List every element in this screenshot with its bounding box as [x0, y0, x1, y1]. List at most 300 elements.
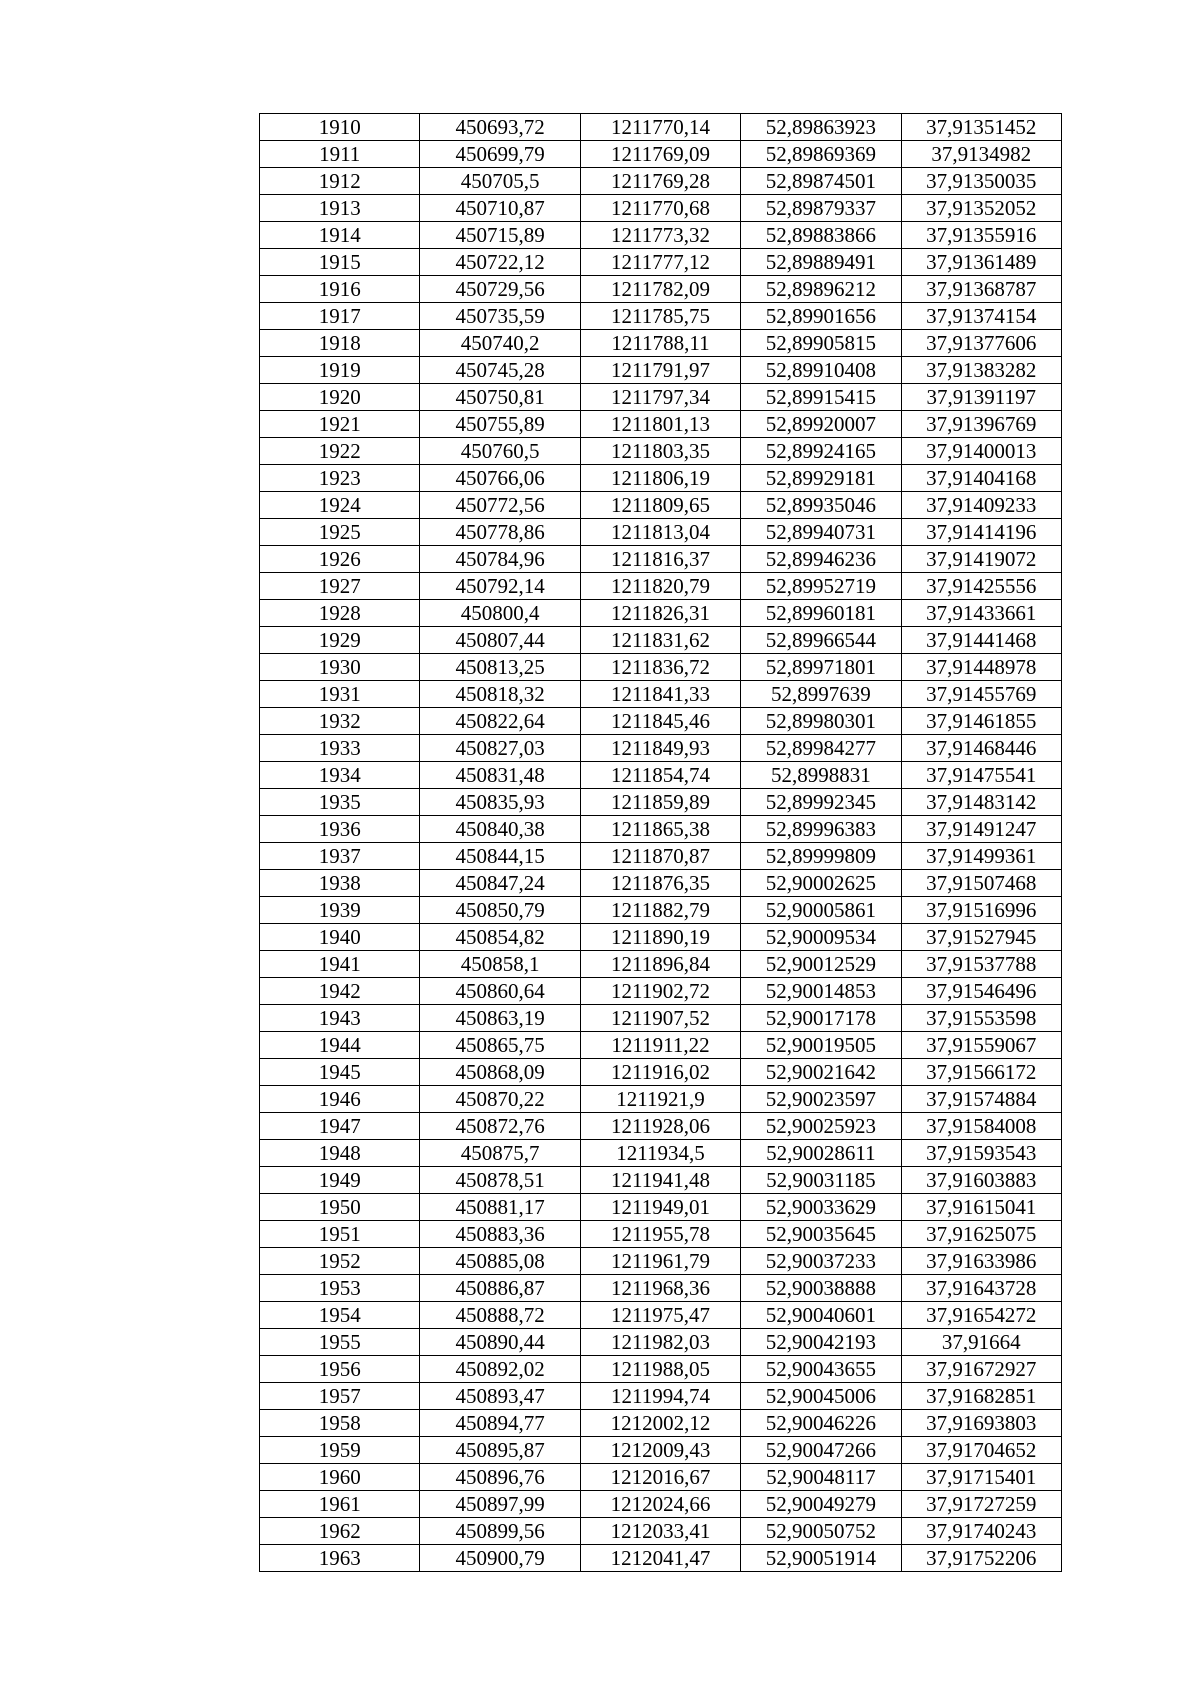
y-coordinate-cell: 1211809,65: [580, 492, 740, 519]
y-coordinate-cell: 1211785,75: [580, 303, 740, 330]
table-row: [260, 1140, 1062, 1167]
point-number-cell: 1962: [260, 1518, 420, 1545]
longitude-cell: 37,91715401: [901, 1464, 1061, 1491]
y-coordinate-cell: 1211820,79: [580, 573, 740, 600]
longitude-cell: 37,91425556: [901, 573, 1061, 600]
longitude-cell: 37,91752206: [901, 1545, 1061, 1572]
y-coordinate-cell: 1212002,12: [580, 1410, 740, 1437]
longitude-cell: 37,91448978: [901, 654, 1061, 681]
latitude-cell: 52,89984277: [741, 735, 901, 762]
x-coordinate-cell: 450784,96: [420, 546, 580, 573]
table-row: [260, 708, 1062, 735]
y-coordinate-cell: 1211902,72: [580, 978, 740, 1005]
table-row: [260, 1005, 1062, 1032]
y-coordinate-cell: 1211982,03: [580, 1329, 740, 1356]
longitude-cell: 37,91664: [901, 1329, 1061, 1356]
y-coordinate-cell: 1211941,48: [580, 1167, 740, 1194]
latitude-cell: 52,90019505: [741, 1032, 901, 1059]
point-number-cell: 1935: [260, 789, 420, 816]
y-coordinate-cell: 1211803,35: [580, 438, 740, 465]
table-row: [260, 1113, 1062, 1140]
point-number-cell: 1927: [260, 573, 420, 600]
longitude-cell: 37,91414196: [901, 519, 1061, 546]
latitude-cell: 52,90035645: [741, 1221, 901, 1248]
point-number-cell: 1911: [260, 141, 420, 168]
latitude-cell: 52,90033629: [741, 1194, 901, 1221]
table-row: [260, 627, 1062, 654]
table-row: [260, 816, 1062, 843]
longitude-cell: 37,91682851: [901, 1383, 1061, 1410]
table-row: [260, 1086, 1062, 1113]
x-coordinate-cell: 450693,72: [420, 114, 580, 141]
y-coordinate-cell: 1211911,22: [580, 1032, 740, 1059]
y-coordinate-cell: 1211928,06: [580, 1113, 740, 1140]
y-coordinate-cell: 1211968,36: [580, 1275, 740, 1302]
point-number-cell: 1944: [260, 1032, 420, 1059]
latitude-cell: 52,89889491: [741, 249, 901, 276]
longitude-cell: 37,91559067: [901, 1032, 1061, 1059]
longitude-cell: 37,91419072: [901, 546, 1061, 573]
y-coordinate-cell: 1211859,89: [580, 789, 740, 816]
table-row: [260, 1518, 1062, 1545]
table-row: [260, 249, 1062, 276]
x-coordinate-cell: 450854,82: [420, 924, 580, 951]
y-coordinate-cell: 1211770,68: [580, 195, 740, 222]
y-coordinate-cell: 1212024,66: [580, 1491, 740, 1518]
point-number-cell: 1924: [260, 492, 420, 519]
table-row: [260, 1248, 1062, 1275]
y-coordinate-cell: 1211955,78: [580, 1221, 740, 1248]
y-coordinate-cell: 1211870,87: [580, 843, 740, 870]
point-number-cell: 1934: [260, 762, 420, 789]
latitude-cell: 52,89905815: [741, 330, 901, 357]
latitude-cell: 52,90043655: [741, 1356, 901, 1383]
y-coordinate-cell: 1211831,62: [580, 627, 740, 654]
y-coordinate-cell: 1211907,52: [580, 1005, 740, 1032]
x-coordinate-cell: 450807,44: [420, 627, 580, 654]
longitude-cell: 37,91361489: [901, 249, 1061, 276]
y-coordinate-cell: 1211797,34: [580, 384, 740, 411]
latitude-cell: 52,90051914: [741, 1545, 901, 1572]
point-number-cell: 1949: [260, 1167, 420, 1194]
point-number-cell: 1939: [260, 897, 420, 924]
latitude-cell: 52,89960181: [741, 600, 901, 627]
y-coordinate-cell: 1211782,09: [580, 276, 740, 303]
longitude-cell: 37,9134982: [901, 141, 1061, 168]
x-coordinate-cell: 450883,36: [420, 1221, 580, 1248]
x-coordinate-cell: 450865,75: [420, 1032, 580, 1059]
latitude-cell: 52,89924165: [741, 438, 901, 465]
latitude-cell: 52,89952719: [741, 573, 901, 600]
x-coordinate-cell: 450858,1: [420, 951, 580, 978]
longitude-cell: 37,91574884: [901, 1086, 1061, 1113]
point-number-cell: 1952: [260, 1248, 420, 1275]
longitude-cell: 37,91475541: [901, 762, 1061, 789]
point-number-cell: 1917: [260, 303, 420, 330]
y-coordinate-cell: 1211826,31: [580, 600, 740, 627]
table-row: [260, 1221, 1062, 1248]
table-row: [260, 681, 1062, 708]
point-number-cell: 1937: [260, 843, 420, 870]
point-number-cell: 1955: [260, 1329, 420, 1356]
longitude-cell: 37,91433661: [901, 600, 1061, 627]
x-coordinate-cell: 450863,19: [420, 1005, 580, 1032]
y-coordinate-cell: 1211994,74: [580, 1383, 740, 1410]
x-coordinate-cell: 450893,47: [420, 1383, 580, 1410]
longitude-cell: 37,91740243: [901, 1518, 1061, 1545]
point-number-cell: 1948: [260, 1140, 420, 1167]
x-coordinate-cell: 450897,99: [420, 1491, 580, 1518]
x-coordinate-cell: 450885,08: [420, 1248, 580, 1275]
y-coordinate-cell: 1211791,97: [580, 357, 740, 384]
point-number-cell: 1942: [260, 978, 420, 1005]
longitude-cell: 37,91352052: [901, 195, 1061, 222]
latitude-cell: 52,90047266: [741, 1437, 901, 1464]
x-coordinate-cell: 450800,4: [420, 600, 580, 627]
point-number-cell: 1923: [260, 465, 420, 492]
latitude-cell: 52,89980301: [741, 708, 901, 735]
y-coordinate-cell: 1211876,35: [580, 870, 740, 897]
latitude-cell: 52,89879337: [741, 195, 901, 222]
longitude-cell: 37,91672927: [901, 1356, 1061, 1383]
table-row: [260, 870, 1062, 897]
point-number-cell: 1954: [260, 1302, 420, 1329]
point-number-cell: 1963: [260, 1545, 420, 1572]
latitude-cell: 52,8997639: [741, 681, 901, 708]
table-row: [260, 978, 1062, 1005]
latitude-cell: 52,90049279: [741, 1491, 901, 1518]
longitude-cell: 37,91625075: [901, 1221, 1061, 1248]
y-coordinate-cell: 1212041,47: [580, 1545, 740, 1572]
point-number-cell: 1941: [260, 951, 420, 978]
latitude-cell: 52,89971801: [741, 654, 901, 681]
longitude-cell: 37,91499361: [901, 843, 1061, 870]
point-number-cell: 1945: [260, 1059, 420, 1086]
x-coordinate-cell: 450844,15: [420, 843, 580, 870]
table-row: [260, 276, 1062, 303]
x-coordinate-cell: 450722,12: [420, 249, 580, 276]
longitude-cell: 37,91633986: [901, 1248, 1061, 1275]
longitude-cell: 37,91383282: [901, 357, 1061, 384]
table-row: [260, 1383, 1062, 1410]
x-coordinate-cell: 450755,89: [420, 411, 580, 438]
latitude-cell: 52,90046226: [741, 1410, 901, 1437]
y-coordinate-cell: 1211806,19: [580, 465, 740, 492]
x-coordinate-cell: 450745,28: [420, 357, 580, 384]
point-number-cell: 1959: [260, 1437, 420, 1464]
table-row: [260, 168, 1062, 195]
x-coordinate-cell: 450792,14: [420, 573, 580, 600]
latitude-cell: 52,89920007: [741, 411, 901, 438]
point-number-cell: 1921: [260, 411, 420, 438]
x-coordinate-cell: 450750,81: [420, 384, 580, 411]
x-coordinate-cell: 450896,76: [420, 1464, 580, 1491]
point-number-cell: 1956: [260, 1356, 420, 1383]
point-number-cell: 1915: [260, 249, 420, 276]
latitude-cell: 52,90005861: [741, 897, 901, 924]
y-coordinate-cell: 1212009,43: [580, 1437, 740, 1464]
x-coordinate-cell: 450699,79: [420, 141, 580, 168]
table-row: [260, 465, 1062, 492]
longitude-cell: 37,91468446: [901, 735, 1061, 762]
longitude-cell: 37,91693803: [901, 1410, 1061, 1437]
latitude-cell: 52,90017178: [741, 1005, 901, 1032]
x-coordinate-cell: 450899,56: [420, 1518, 580, 1545]
latitude-cell: 52,90014853: [741, 978, 901, 1005]
coordinates-table-body: [260, 114, 1062, 1572]
table-row: [260, 1545, 1062, 1572]
longitude-cell: 37,91396769: [901, 411, 1061, 438]
y-coordinate-cell: 1212016,67: [580, 1464, 740, 1491]
longitude-cell: 37,91615041: [901, 1194, 1061, 1221]
table-row: [260, 1302, 1062, 1329]
y-coordinate-cell: 1211770,14: [580, 114, 740, 141]
coordinates-table: [259, 113, 1062, 1572]
x-coordinate-cell: 450875,7: [420, 1140, 580, 1167]
longitude-cell: 37,91727259: [901, 1491, 1061, 1518]
latitude-cell: 52,89874501: [741, 168, 901, 195]
table-row: [260, 141, 1062, 168]
table-row: [260, 330, 1062, 357]
latitude-cell: 52,89929181: [741, 465, 901, 492]
x-coordinate-cell: 450710,87: [420, 195, 580, 222]
point-number-cell: 1946: [260, 1086, 420, 1113]
table-row: [260, 357, 1062, 384]
point-number-cell: 1914: [260, 222, 420, 249]
latitude-cell: 52,89940731: [741, 519, 901, 546]
x-coordinate-cell: 450772,56: [420, 492, 580, 519]
latitude-cell: 52,90031185: [741, 1167, 901, 1194]
longitude-cell: 37,91566172: [901, 1059, 1061, 1086]
y-coordinate-cell: 1211854,74: [580, 762, 740, 789]
x-coordinate-cell: 450813,25: [420, 654, 580, 681]
longitude-cell: 37,91404168: [901, 465, 1061, 492]
x-coordinate-cell: 450835,93: [420, 789, 580, 816]
point-number-cell: 1913: [260, 195, 420, 222]
point-number-cell: 1925: [260, 519, 420, 546]
y-coordinate-cell: 1211801,13: [580, 411, 740, 438]
longitude-cell: 37,91355916: [901, 222, 1061, 249]
table-row: [260, 114, 1062, 141]
table-row: [260, 1167, 1062, 1194]
x-coordinate-cell: 450888,72: [420, 1302, 580, 1329]
x-coordinate-cell: 450822,64: [420, 708, 580, 735]
x-coordinate-cell: 450892,02: [420, 1356, 580, 1383]
table-row: [260, 573, 1062, 600]
point-number-cell: 1947: [260, 1113, 420, 1140]
x-coordinate-cell: 450715,89: [420, 222, 580, 249]
point-number-cell: 1919: [260, 357, 420, 384]
table-row: [260, 924, 1062, 951]
longitude-cell: 37,91643728: [901, 1275, 1061, 1302]
y-coordinate-cell: 1211896,84: [580, 951, 740, 978]
table-row: [260, 492, 1062, 519]
y-coordinate-cell: 1211813,04: [580, 519, 740, 546]
table-row: [260, 1437, 1062, 1464]
x-coordinate-cell: 450847,24: [420, 870, 580, 897]
latitude-cell: 52,89946236: [741, 546, 901, 573]
y-coordinate-cell: 1211949,01: [580, 1194, 740, 1221]
point-number-cell: 1931: [260, 681, 420, 708]
point-number-cell: 1933: [260, 735, 420, 762]
longitude-cell: 37,91400013: [901, 438, 1061, 465]
longitude-cell: 37,91537788: [901, 951, 1061, 978]
longitude-cell: 37,91351452: [901, 114, 1061, 141]
longitude-cell: 37,91704652: [901, 1437, 1061, 1464]
table-row: [260, 1491, 1062, 1518]
table-row: [260, 438, 1062, 465]
x-coordinate-cell: 450872,76: [420, 1113, 580, 1140]
point-number-cell: 1920: [260, 384, 420, 411]
point-number-cell: 1960: [260, 1464, 420, 1491]
y-coordinate-cell: 1211788,11: [580, 330, 740, 357]
x-coordinate-cell: 450881,17: [420, 1194, 580, 1221]
point-number-cell: 1918: [260, 330, 420, 357]
latitude-cell: 52,90021642: [741, 1059, 901, 1086]
latitude-cell: 52,89910408: [741, 357, 901, 384]
latitude-cell: 52,90040601: [741, 1302, 901, 1329]
x-coordinate-cell: 450886,87: [420, 1275, 580, 1302]
y-coordinate-cell: 1211816,37: [580, 546, 740, 573]
point-number-cell: 1930: [260, 654, 420, 681]
point-number-cell: 1928: [260, 600, 420, 627]
latitude-cell: 52,89966544: [741, 627, 901, 654]
longitude-cell: 37,91527945: [901, 924, 1061, 951]
longitude-cell: 37,91391197: [901, 384, 1061, 411]
x-coordinate-cell: 450840,38: [420, 816, 580, 843]
table-row: [260, 1356, 1062, 1383]
longitude-cell: 37,91507468: [901, 870, 1061, 897]
y-coordinate-cell: 1211845,46: [580, 708, 740, 735]
longitude-cell: 37,91491247: [901, 816, 1061, 843]
table-row: [260, 762, 1062, 789]
x-coordinate-cell: 450868,09: [420, 1059, 580, 1086]
y-coordinate-cell: 1211836,72: [580, 654, 740, 681]
latitude-cell: 52,89896212: [741, 276, 901, 303]
x-coordinate-cell: 450827,03: [420, 735, 580, 762]
table-row: [260, 951, 1062, 978]
point-number-cell: 1910: [260, 114, 420, 141]
longitude-cell: 37,91455769: [901, 681, 1061, 708]
latitude-cell: 52,89869369: [741, 141, 901, 168]
x-coordinate-cell: 450729,56: [420, 276, 580, 303]
y-coordinate-cell: 1211773,32: [580, 222, 740, 249]
table-row: [260, 600, 1062, 627]
longitude-cell: 37,91584008: [901, 1113, 1061, 1140]
x-coordinate-cell: 450890,44: [420, 1329, 580, 1356]
latitude-cell: 52,90042193: [741, 1329, 901, 1356]
x-coordinate-cell: 450831,48: [420, 762, 580, 789]
table-row: [260, 546, 1062, 573]
point-number-cell: 1929: [260, 627, 420, 654]
latitude-cell: 52,89915415: [741, 384, 901, 411]
latitude-cell: 52,89883866: [741, 222, 901, 249]
table-row: [260, 1275, 1062, 1302]
longitude-cell: 37,91377606: [901, 330, 1061, 357]
x-coordinate-cell: 450735,59: [420, 303, 580, 330]
longitude-cell: 37,91593543: [901, 1140, 1061, 1167]
table-row: [260, 1032, 1062, 1059]
longitude-cell: 37,91461855: [901, 708, 1061, 735]
table-row: [260, 1059, 1062, 1086]
longitude-cell: 37,91409233: [901, 492, 1061, 519]
table-row: [260, 411, 1062, 438]
longitude-cell: 37,91368787: [901, 276, 1061, 303]
table-row: [260, 1329, 1062, 1356]
longitude-cell: 37,91350035: [901, 168, 1061, 195]
point-number-cell: 1958: [260, 1410, 420, 1437]
y-coordinate-cell: 1211961,79: [580, 1248, 740, 1275]
point-number-cell: 1957: [260, 1383, 420, 1410]
longitude-cell: 37,91546496: [901, 978, 1061, 1005]
table-row: [260, 1410, 1062, 1437]
point-number-cell: 1932: [260, 708, 420, 735]
x-coordinate-cell: 450705,5: [420, 168, 580, 195]
point-number-cell: 1950: [260, 1194, 420, 1221]
table-row: [260, 195, 1062, 222]
latitude-cell: 52,90028611: [741, 1140, 901, 1167]
y-coordinate-cell: 1211849,93: [580, 735, 740, 762]
x-coordinate-cell: 450766,06: [420, 465, 580, 492]
point-number-cell: 1936: [260, 816, 420, 843]
point-number-cell: 1940: [260, 924, 420, 951]
latitude-cell: 52,90023597: [741, 1086, 901, 1113]
point-number-cell: 1916: [260, 276, 420, 303]
y-coordinate-cell: 1211865,38: [580, 816, 740, 843]
y-coordinate-cell: 1211769,09: [580, 141, 740, 168]
table-row: [260, 789, 1062, 816]
table-row: [260, 735, 1062, 762]
table-row: [260, 222, 1062, 249]
latitude-cell: 52,89999809: [741, 843, 901, 870]
point-number-cell: 1938: [260, 870, 420, 897]
latitude-cell: 52,8998831: [741, 762, 901, 789]
point-number-cell: 1961: [260, 1491, 420, 1518]
x-coordinate-cell: 450860,64: [420, 978, 580, 1005]
latitude-cell: 52,90037233: [741, 1248, 901, 1275]
x-coordinate-cell: 450818,32: [420, 681, 580, 708]
table-row: [260, 303, 1062, 330]
latitude-cell: 52,90012529: [741, 951, 901, 978]
x-coordinate-cell: 450778,86: [420, 519, 580, 546]
x-coordinate-cell: 450900,79: [420, 1545, 580, 1572]
y-coordinate-cell: 1211934,5: [580, 1140, 740, 1167]
x-coordinate-cell: 450740,2: [420, 330, 580, 357]
point-number-cell: 1922: [260, 438, 420, 465]
latitude-cell: 52,89901656: [741, 303, 901, 330]
longitude-cell: 37,91483142: [901, 789, 1061, 816]
y-coordinate-cell: 1211841,33: [580, 681, 740, 708]
x-coordinate-cell: 450870,22: [420, 1086, 580, 1113]
y-coordinate-cell: 1211890,19: [580, 924, 740, 951]
y-coordinate-cell: 1211916,02: [580, 1059, 740, 1086]
longitude-cell: 37,91553598: [901, 1005, 1061, 1032]
x-coordinate-cell: 450760,5: [420, 438, 580, 465]
x-coordinate-cell: 450878,51: [420, 1167, 580, 1194]
latitude-cell: 52,89996383: [741, 816, 901, 843]
longitude-cell: 37,91603883: [901, 1167, 1061, 1194]
x-coordinate-cell: 450894,77: [420, 1410, 580, 1437]
y-coordinate-cell: 1211777,12: [580, 249, 740, 276]
longitude-cell: 37,91516996: [901, 897, 1061, 924]
y-coordinate-cell: 1211975,47: [580, 1302, 740, 1329]
point-number-cell: 1953: [260, 1275, 420, 1302]
longitude-cell: 37,91654272: [901, 1302, 1061, 1329]
y-coordinate-cell: 1211769,28: [580, 168, 740, 195]
longitude-cell: 37,91374154: [901, 303, 1061, 330]
latitude-cell: 52,89935046: [741, 492, 901, 519]
latitude-cell: 52,90045006: [741, 1383, 901, 1410]
